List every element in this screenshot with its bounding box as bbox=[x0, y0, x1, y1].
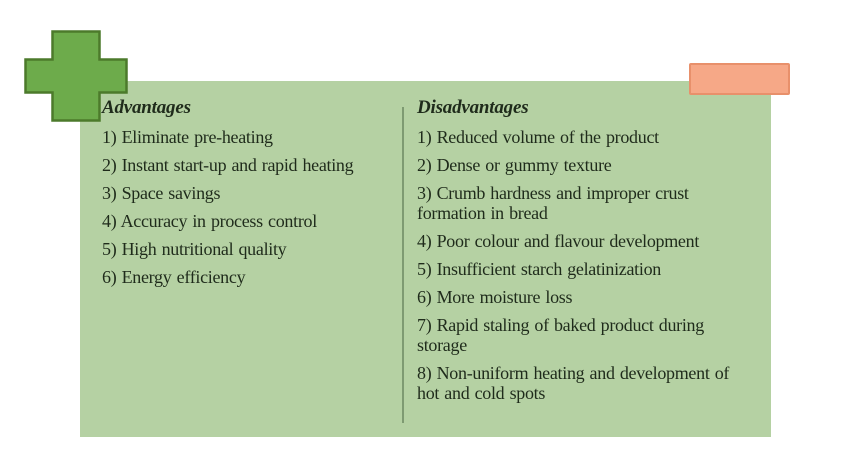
disadvantages-item-4: 4) Poor colour and flavour development bbox=[417, 231, 700, 251]
plus-icon bbox=[24, 30, 128, 122]
advantages-item-1: 1) Eliminate pre-heating bbox=[102, 127, 273, 147]
disadvantages-item-6: 6) More moisture loss bbox=[417, 287, 573, 307]
disadvantages-item-7: 7) Rapid staling of baked product during storage bbox=[417, 315, 704, 355]
advantages-item-2: 2) Instant start-up and rapid heating bbox=[102, 155, 354, 175]
disadvantages-item-3: 3) Crumb hardness and improper crust formation in bread bbox=[417, 183, 689, 223]
plus-icon-svg bbox=[24, 30, 128, 122]
advantages-item-4: 4) Accuracy in process control bbox=[102, 211, 317, 231]
disadvantages-item-8: 8) Non-uniform heating and development of hot and cold spots bbox=[417, 363, 730, 403]
disadvantages-item-1: 1) Reduced volume of the product bbox=[417, 127, 659, 147]
disadvantages-heading: Disadvantages bbox=[417, 97, 529, 118]
advantages-item-3: 3) Space savings bbox=[102, 183, 221, 203]
advantages-item-5: 5) High nutritional quality bbox=[102, 239, 287, 259]
disadvantages-column bbox=[417, 98, 747, 411]
advantages-disadvantages-panel bbox=[80, 81, 771, 437]
advantages-heading: Advantages bbox=[102, 97, 191, 118]
disadvantages-item-5: 5) Insufficient starch gelatinization bbox=[417, 259, 661, 279]
advantages-column bbox=[102, 98, 396, 295]
column-divider bbox=[402, 107, 404, 423]
disadvantages-item-2: 2) Dense or gummy texture bbox=[417, 155, 612, 175]
advantages-item-6: 6) Energy efficiency bbox=[102, 267, 246, 287]
orange-accent-bar bbox=[689, 63, 790, 95]
